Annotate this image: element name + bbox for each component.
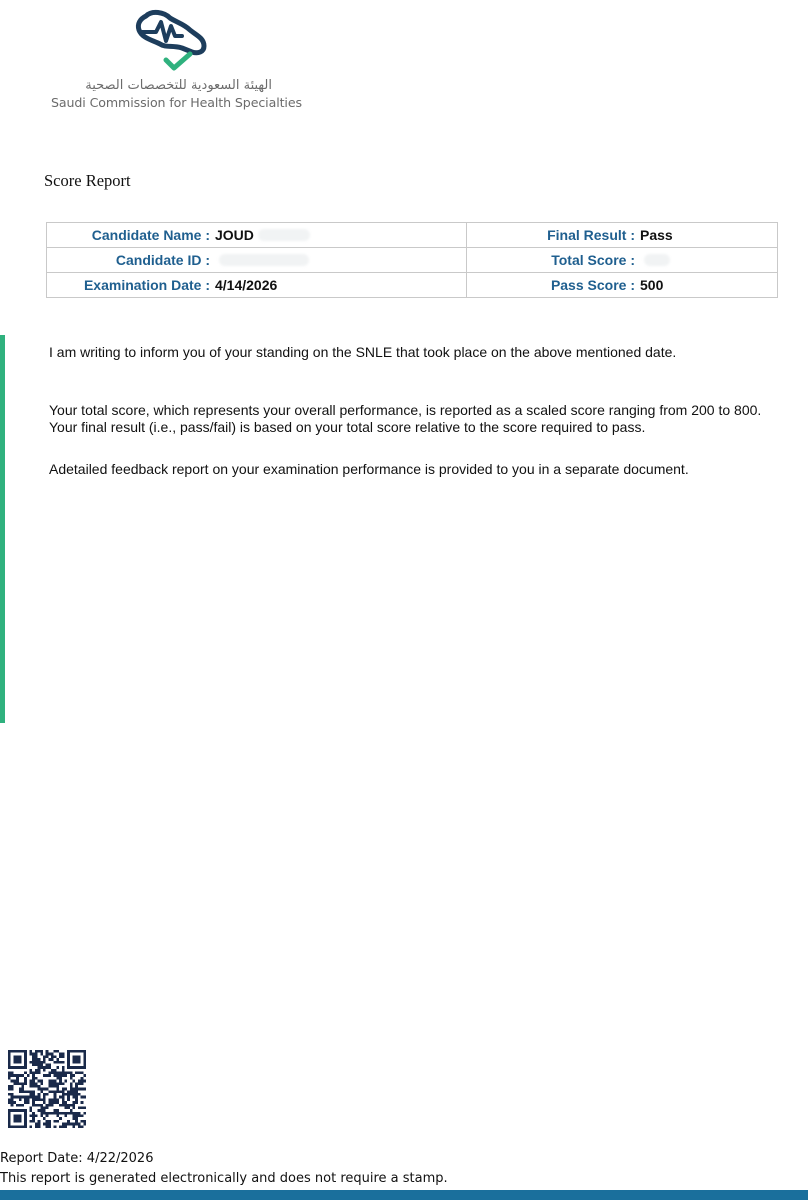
total-score-cell <box>467 248 778 273</box>
exam-date-cell <box>47 273 467 298</box>
redaction-mark <box>258 229 310 241</box>
final-result-label: Final Result : <box>547 227 635 243</box>
page-title: Score Report <box>44 171 131 190</box>
scfhs-logo-icon <box>132 8 212 76</box>
footer-band <box>0 1190 808 1200</box>
organization-logo <box>50 8 310 118</box>
candidate-id-label: Candidate ID : <box>115 252 210 268</box>
exam-date-value: 4/14/2026 <box>215 277 278 293</box>
body-paragraph-3: Adetailed feedback report on your examination performance is provided to you in a separate document. <box>49 461 689 477</box>
report-date: Report Date: 4/22/2026 <box>0 1151 154 1166</box>
candidate-name-value: JOUD <box>215 227 254 243</box>
pass-score-label: Pass Score : <box>550 277 635 293</box>
pass-score-cell <box>467 273 778 298</box>
pass-score-value: 500 <box>640 277 664 293</box>
exam-date-label: Examination Date : <box>83 277 210 293</box>
table-row <box>47 248 778 273</box>
final-result-value: Pass <box>640 227 673 243</box>
candidate-info-table <box>46 222 778 298</box>
stamp-note: This report is generated electronically and does not require a stamp. <box>0 1171 448 1186</box>
org-name-arabic: الهيئة السعودية للتخصصات الصحية <box>85 78 272 93</box>
candidate-name-label: Candidate Name : <box>91 227 210 243</box>
final-result-cell <box>467 223 778 248</box>
candidate-name-cell <box>47 223 467 248</box>
redaction-mark <box>644 254 670 266</box>
total-score-label: Total Score : <box>551 252 635 268</box>
qr-code-icon <box>8 1050 86 1128</box>
table-row <box>47 223 778 248</box>
body-paragraph-2: Your total score, which represents your overall performance, is reported as a scaled score ranging from 200 to 800. Your final result (i.e., pass/fail) is based on your total score relative to the score required to pass. <box>49 402 762 435</box>
org-name-english: Saudi Commission for Health Specialties <box>51 95 302 110</box>
candidate-id-cell <box>47 248 467 273</box>
body-paragraph-1: I am writing to inform you of your standing on the SNLE that took place on the above mentioned date. <box>49 344 677 360</box>
redaction-mark <box>219 254 309 266</box>
accent-bar <box>0 335 5 723</box>
table-row <box>47 273 778 298</box>
